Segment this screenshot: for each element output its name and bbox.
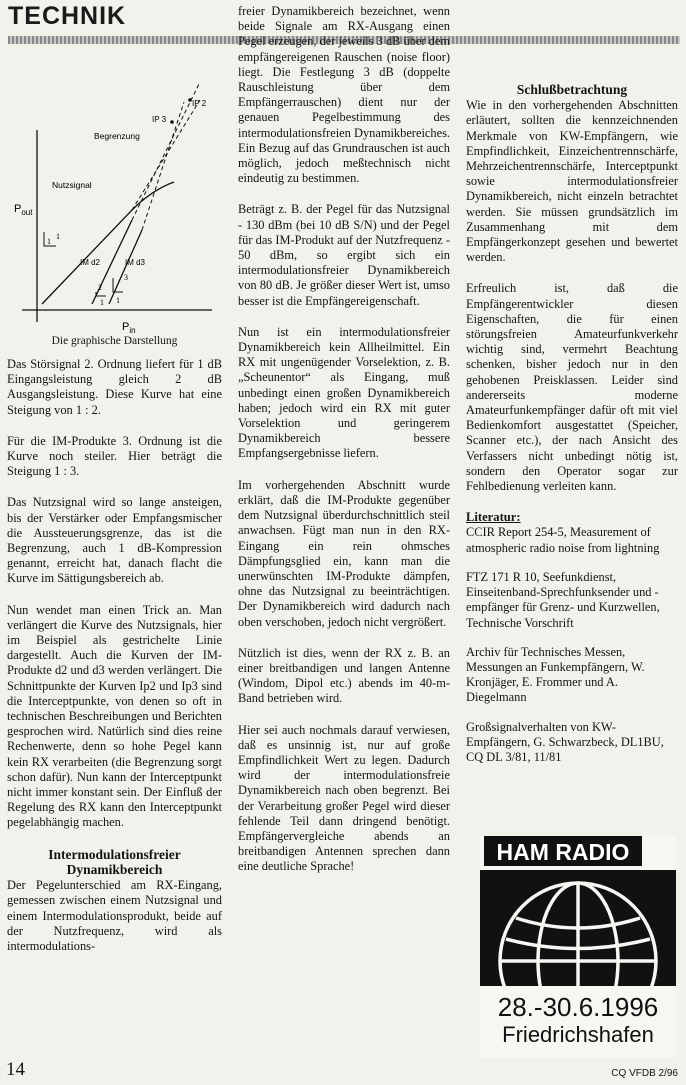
reference: Archiv für Technisches Messen, Messungen an Funkempfängern, W. Kronjäger, E. Frommer und A. Diegelmann xyxy=(466,644,645,705)
slope-one-a: 1 xyxy=(47,237,51,246)
paragraph: Wie in den vorhergehenden Abschnitten erläutert, sollten die kennzeichnenden Merkmale von KW-Empfängern, wie Empfindlichkeit, Einzeichentrennschärfe, Mehrzeichentrennschärfe, Interceptpunkt sowie intermodulationsfreier Dynamikbereich, nicht einzeln betrachtet werden. Sie müssen grundsätzlich im Zusammenhang mit dem Empfängerkonzept gesehen und bewertet werden. xyxy=(466,98,678,265)
nutzsignal-curve xyxy=(42,182,174,304)
slope-three: 3 xyxy=(124,273,128,282)
paragraph: Das Nutzsignal wird so lange ansteigen, bis der Verstärker oder Empfangsmischer die Aussteuerungsgrenze, das ist die Begrenzung, auch 1 dB-Kompression genannt, erreicht hat, danach flacht die Kurve im Sättigungsbereich ab. xyxy=(7,495,222,586)
column-3 xyxy=(466,82,678,779)
imd3-curve xyxy=(109,230,142,304)
pout-label: $P_{out}$ xyxy=(14,203,33,217)
paragraph: Beträgt z. B. der Pegel für das Nutzsignal - 130 dBm (bei 10 dB S/N) und der Pegel für das IM-Produkt auf der Nutzfrequenz - 50 dBm, so ergibt sich ein intermodulationsfreier Dynamikbereich von 80 dB. Je größer dieser Wert ist, umso besser ist die Empfängereigenschaft. xyxy=(238,202,450,308)
advert-dates: 28.-30.6.1996 xyxy=(497,992,659,1022)
imd2-label: IM d2 xyxy=(80,258,101,267)
ip3-point xyxy=(170,120,174,124)
section-heading: Intermodulationsfreier Dynamikbereich xyxy=(48,846,181,877)
reference: FTZ 171 R 10, Seefunkdienst, Einseitenband-Sprechfunksender und -empfänger für Grenz- und Kurzwellen, Technische Vorschrift xyxy=(466,569,660,630)
paragraph: Der Pegelunterschied am RX-Eingang, gemessen zwischen einem Nutzsignal und einem Intermodulationsprodukt, beide auf der Nutzfrequenz, wird als intermodulations- xyxy=(7,878,222,953)
paragraph: Das Störsignal 2. Ordnung liefert für 1 dB Eingangsleistung gleich 2 dB Ausgangsleistung. Diese Kurve hat eine Steigung von 1 : 2. xyxy=(7,357,222,417)
paragraph: Für die IM-Produkte 3. Ordnung ist die Kurve noch steiler. Hier beträgt die Steigung 1 : 3. xyxy=(7,433,222,479)
intercept-diagram xyxy=(12,60,217,350)
column-2 xyxy=(238,4,450,875)
ham-radio-advert xyxy=(480,836,676,1058)
ip2-label: IP 2 xyxy=(192,99,207,108)
literature-heading: Literatur: xyxy=(466,510,521,525)
page-number: 14 xyxy=(6,1059,25,1080)
advert-brand: HAM RADIO xyxy=(496,839,630,865)
paragraph: freier Dynamikbereich bezeichnet, wenn beide Signale am RX-Ausgang einen Pegel erzeugen, der jeweils 3 dB über dem empfängereigenen Rauschen (noise floor) liegt. Die Festlegung 3 dB (doppelte Rauschleistung über dem Empfängerrauschen) dient nur der genauen Pegelbestimmung des intermodulationsfreien Dynamikbereiches. Ein Bezug auf das Grundrauschen ist auch möglich, jedoch meßtechnisch nicht eindeutig zu bestimmen. xyxy=(238,4,450,186)
figure-caption: Die graphische Darstellung xyxy=(51,335,178,347)
advert-city: Friedrichshafen xyxy=(502,1022,654,1047)
diagram-svg xyxy=(12,60,217,335)
slope-two: 2 xyxy=(98,283,102,292)
imd2-extrapolation xyxy=(132,82,200,220)
advert-graphic xyxy=(480,836,676,1058)
section-heading: Schlußbetrachtung xyxy=(516,82,628,97)
pin-label: $P_{in}$ xyxy=(122,321,136,335)
slope-one-d: 1 xyxy=(116,296,120,305)
paragraph: Nun ist ein intermodulationsfreier Dynamikbereich kein Allheilmittel. Ein RX mit ungenügender Vorselektion, z. B. „Scheunentor“ als Eingang, muß unbedingt einen großen Dynamikbereich haben; jedoch wird ein RX mit guter Vorselektion und geringerem Dynamikbereich bessere Empfangsergebnisse liefern. xyxy=(238,324,450,461)
paragraph: Hier sei auch nochmals darauf verwiesen, daß es unsinnig ist, nur auf große Empfindlichkeit Wert zu legen. Dadurch wird der intermodulationsfreie Dynamikbereich nach oben begrenzt. Bei der Verarbeitung großer Pegel wird dieser fehlende Teil dann dringend benötigt. Empfängervergleiche abends an breitbandigen Antennen sprechen dann eine deutliche Sprache! xyxy=(238,722,450,874)
imd3-label: IM d3 xyxy=(125,258,146,267)
magazine-issue: CQ VFDB 2/96 xyxy=(611,1068,678,1079)
paragraph: Im vorhergehenden Abschnitt wurde erklärt, daß die IM-Produkte gegenüber dem Nutzsignal überdurchschnittlich steil anwachsen. Fügt man nun in den RX-Eingang ein rein ohmsches Dämpfungsglied ein, kann man die unerwünschten IM-Produkte dämpfen, ohne das Nutzsignal zu beeinträchtigen. Der Dynamikbereich wird dadurch nach oben verschoben, jedoch nicht vergrößert. xyxy=(238,477,450,629)
slope-one-c: 1 xyxy=(100,298,104,307)
ip2-point xyxy=(188,98,192,102)
reference: Großsignalverhalten von KW-Empfängern, G. Schwarzbeck, DL1BU, CQ DL 3/81, 11/81 xyxy=(466,719,664,764)
section-title: TECHNIK xyxy=(8,2,127,30)
ip3-label: IP 3 xyxy=(152,115,167,124)
slope-one-b: 1 xyxy=(56,232,60,241)
nutzsignal-label: Nutzsignal xyxy=(52,180,92,190)
literature xyxy=(466,510,678,765)
column-1 xyxy=(7,357,222,954)
paragraph: Nun wendet man einen Trick an. Man verlängert die Kurve des Nutzsignals, hier im Beispiel als gestrichelte Linie dargestellt. Auch die Kurven der IM-Produkte d2 und d3 werden verlängert. Die Schnittpunkte der Kurven Ip2 und Ip3 sind die Interceptpunkte, von denen so oft in technischen Beschreibungen und Berichten gesprochen wird. Natürlich sind dies reine Rechenwerte, denn so hohe Pegel kann kein RX verarbeiten (die Begrenzung sorgt schon dafür). Nun kann der Interceptpunkt nicht immer konstant sein. Der Einfluß der Regelung des RX kann den Interceptpunkt pegelabhängig machen. xyxy=(7,602,222,830)
paragraph: Nützlich ist dies, wenn der RX z. B. an einer breitbandigen und langen Antenne (Windom, Dipol etc.) abends im 40-m-Band betrieben wird. xyxy=(238,645,450,706)
reference: CCIR Report 254-5, Measurement of atmospheric radio noise from lightning xyxy=(466,525,660,555)
paragraph: Erfreulich ist, daß die Empfängerentwickler diesen Eigenschaften, die für einen störungsfreien Amateurfunkverkehr wichtig sind, vermehrt Beachtung schenken, bisher jedoch nur in den gehobenen Preisklassen. Leider sind andererseits moderne Amateurfunkempfänger dafür oft mit viel Bedienkomfort ausgestattet (Speicher, Scanner etc.), der nach Ansicht des Verfassers nicht unbedingt nötig ist, sondern den Operator sogar zur Fehlbedienung verleiten kann. xyxy=(466,281,678,494)
begrenzung-label: Begrenzung xyxy=(94,131,140,141)
